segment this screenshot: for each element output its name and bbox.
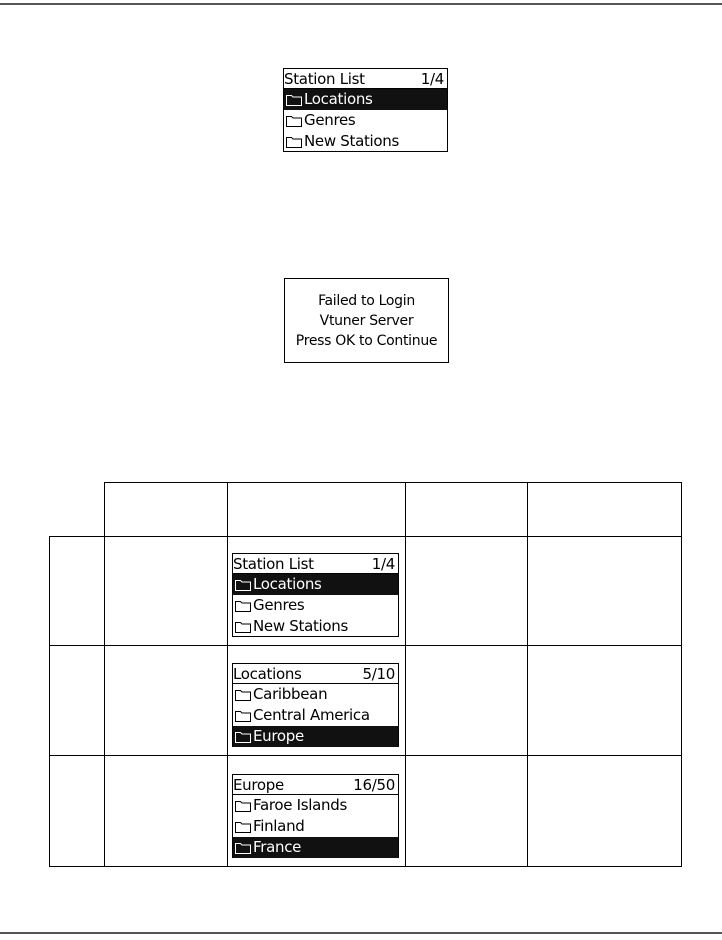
lcd-login-failed-message <box>284 278 449 363</box>
lcd-row-label: New Stations <box>253 617 349 635</box>
lcd-title: Station List <box>284 70 365 88</box>
table-rule <box>49 755 682 756</box>
lcd-row-label: Faroe Islands <box>253 796 347 814</box>
page-bottom-rule <box>0 932 722 934</box>
lcd-header <box>233 664 398 684</box>
lcd-header <box>233 775 398 795</box>
lcd-row-label: New Stations <box>304 132 400 150</box>
lcd-row-label: Finland <box>253 817 305 835</box>
lcd-row <box>233 726 398 747</box>
lcd-station-list <box>283 68 448 152</box>
lcd-page: 1/4 <box>420 70 444 88</box>
folder-icon <box>286 115 302 127</box>
lcd-header <box>284 69 447 89</box>
lcd-row-label: Locations <box>253 575 322 593</box>
table-rule <box>405 482 406 867</box>
message-line: Failed to Login <box>318 292 415 309</box>
table-rule <box>49 536 682 537</box>
lcd-row <box>233 705 398 726</box>
lcd-title: Locations <box>233 665 302 683</box>
lcd-row-label: Europe <box>253 727 304 745</box>
lcd-row-label: Caribbean <box>253 685 328 703</box>
table-rule <box>49 645 682 646</box>
table-rule <box>49 866 682 867</box>
lcd-row <box>233 795 398 816</box>
lcd-row <box>233 816 398 837</box>
table-rule <box>227 482 228 867</box>
folder-icon <box>235 710 251 722</box>
lcd-row <box>233 684 398 705</box>
lcd-title: Europe <box>233 776 284 794</box>
lcd-header <box>233 554 398 574</box>
lcd-row <box>284 131 447 152</box>
lcd-europe-list <box>232 774 399 858</box>
folder-icon <box>235 800 251 812</box>
lcd-row <box>284 89 447 110</box>
lcd-row <box>233 574 398 595</box>
lcd-page: 5/10 <box>362 665 395 683</box>
lcd-page: 1/4 <box>371 555 395 573</box>
lcd-locations-list <box>232 663 399 747</box>
table-rule <box>49 536 50 867</box>
lcd-row-label: Genres <box>304 111 356 129</box>
lcd-row-label: Locations <box>304 90 373 108</box>
lcd-row <box>233 595 398 616</box>
lcd-row-label: Central America <box>253 706 370 724</box>
folder-icon <box>235 821 251 833</box>
lcd-row-label: Genres <box>253 596 305 614</box>
table-rule <box>104 482 105 867</box>
folder-icon <box>235 579 251 591</box>
lcd-title: Station List <box>233 555 314 573</box>
table-rule <box>527 482 528 867</box>
lcd-row <box>233 616 398 637</box>
lcd-page: 16/50 <box>353 776 395 794</box>
folder-icon <box>235 689 251 701</box>
folder-icon <box>235 842 251 854</box>
lcd-row <box>233 837 398 858</box>
page-top-rule <box>0 3 722 5</box>
folder-icon <box>235 731 251 743</box>
folder-icon <box>235 621 251 633</box>
lcd-row-label: France <box>253 838 302 856</box>
message-line: Vtuner Server <box>319 312 414 329</box>
message-line: Press OK to Continue <box>295 332 438 349</box>
lcd-station-list <box>232 553 399 637</box>
folder-icon <box>286 136 302 148</box>
table-rule <box>681 482 682 867</box>
table-rule <box>104 482 682 483</box>
lcd-row <box>284 110 447 131</box>
folder-icon <box>235 600 251 612</box>
folder-icon <box>286 94 302 106</box>
